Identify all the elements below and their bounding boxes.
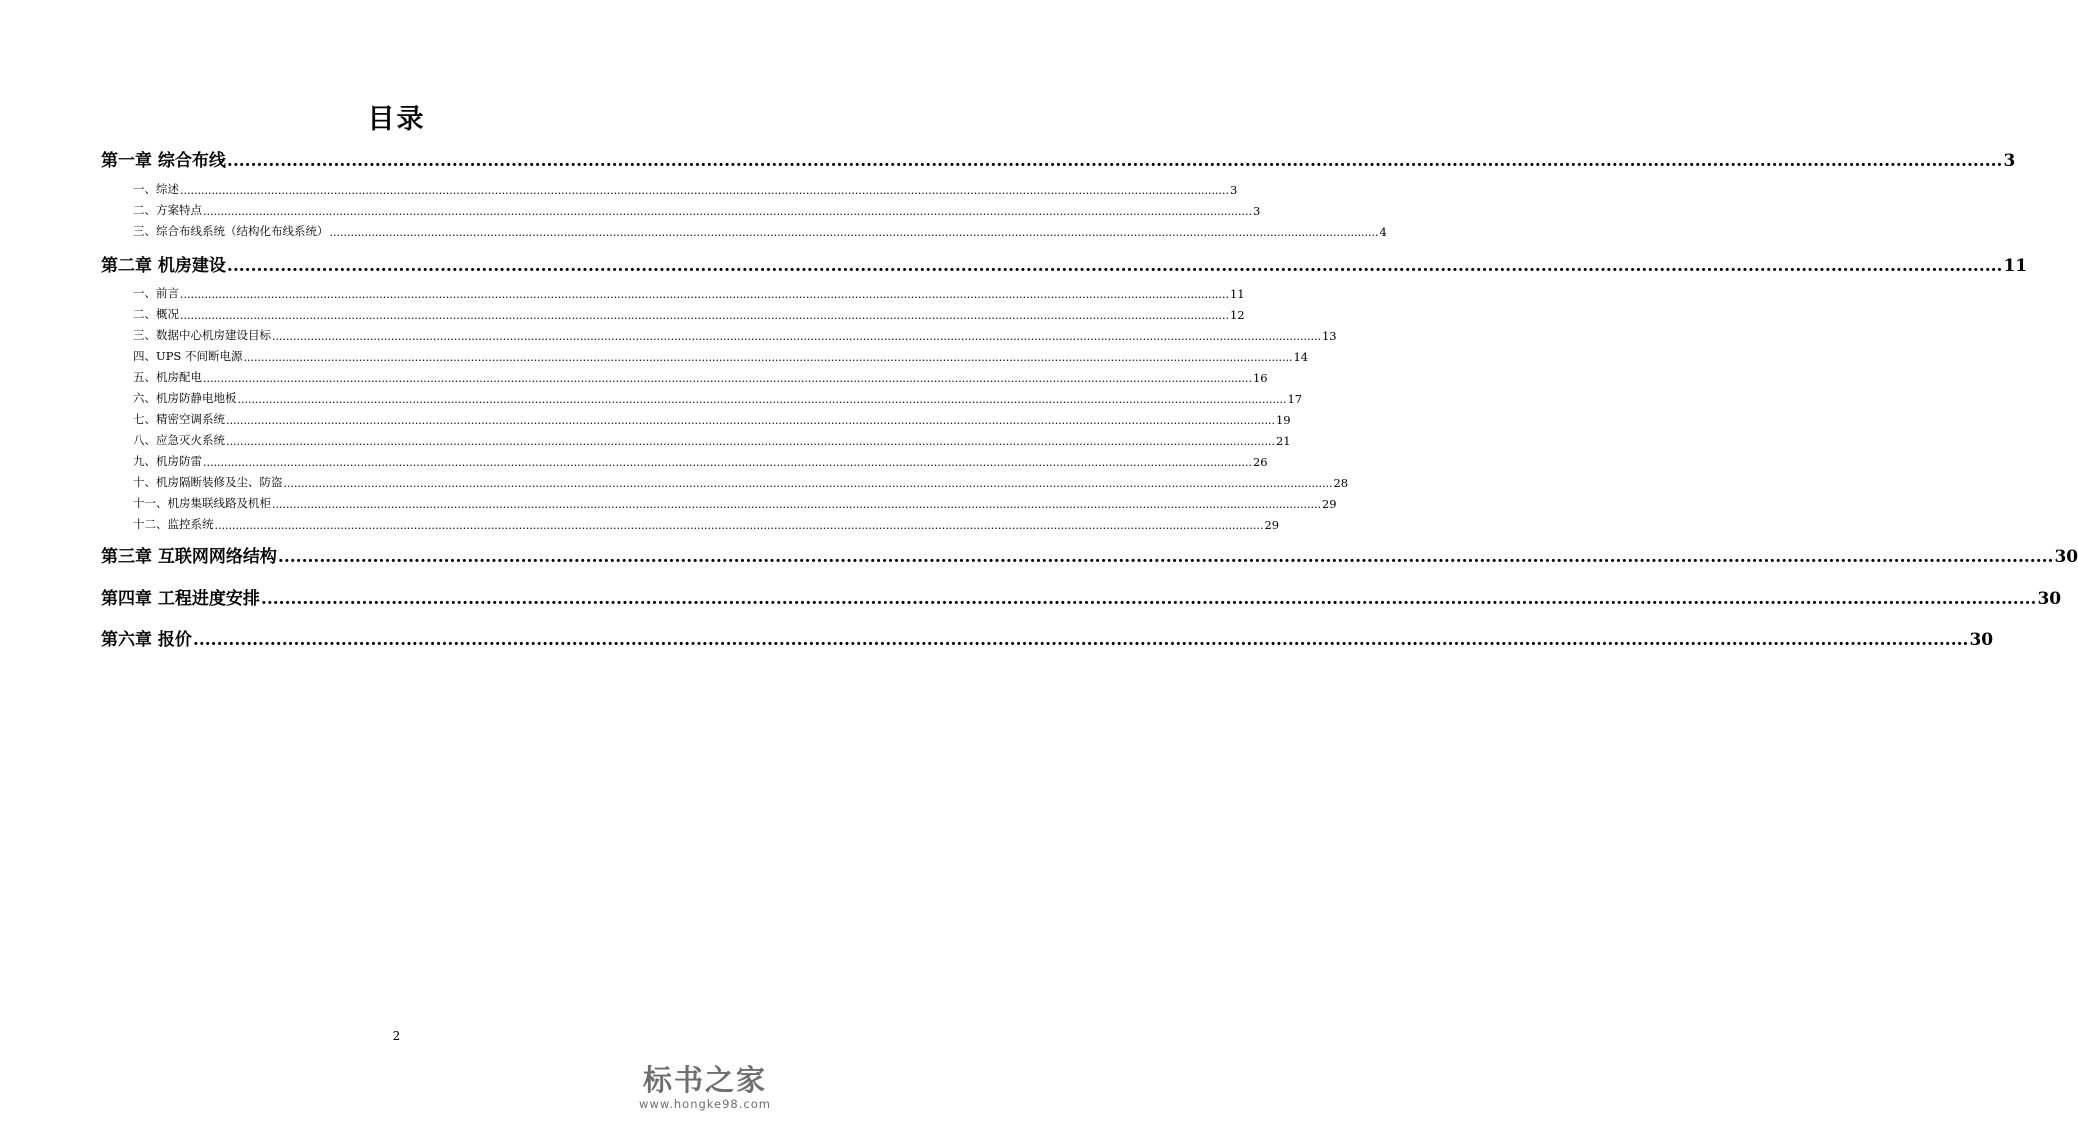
toc-entry-text: 六、机房防静电地板: [133, 391, 237, 405]
toc-entry-page: 30: [1969, 630, 1994, 650]
toc-entry-section[interactable]: [133, 453, 1268, 469]
toc-entry-chapter-6[interactable]: [101, 626, 1994, 650]
toc-entry-section[interactable]: [133, 348, 1309, 364]
toc-entry-section[interactable]: [133, 202, 1261, 218]
toc-entry-text: 三、综合布线系统（结构化布线系统）: [133, 224, 329, 238]
toc-entry-text: 第四章 工程进度安排: [101, 589, 260, 609]
toc-entry-section[interactable]: [133, 306, 1245, 322]
dot-leader: ............................................................................................................................................................................................................................................................................................................: [277, 547, 2054, 567]
dot-leader: ............................................................................................................................................................................................................................................................................................................: [260, 589, 2037, 609]
toc-entry-page: 26: [1252, 455, 1268, 469]
toc-entry-text: 十、机房隔断装修及尘、防盗: [133, 475, 283, 489]
toc-entry-text: 第二章 机房建设: [101, 256, 226, 276]
toc-entry-text: 二、方案特点: [133, 203, 202, 217]
toc-entry-text: 五、机房配电: [133, 370, 202, 384]
toc-entry-section[interactable]: [133, 327, 1337, 343]
dot-leader: ............................................................................................................................................................................................................................................................................................................: [203, 205, 1252, 218]
toc-entry-page: 3: [2003, 151, 2016, 171]
page-number: 2: [392, 1029, 401, 1043]
dot-leader: ............................................................................................................................................................................................................................................................................................................: [226, 151, 2003, 171]
toc-entry-page: 13: [1321, 329, 1337, 343]
toc-entry-section[interactable]: [133, 432, 1291, 448]
toc-entry-page: 11: [2003, 256, 2028, 276]
toc-entry-text: 一、综述: [133, 182, 179, 196]
toc-entry-text: 二、概况: [133, 307, 179, 321]
dot-leader: ............................................................................................................................................................................................................................................................................................................: [329, 226, 1379, 239]
toc-entry-page: 3: [1252, 204, 1261, 218]
toc-entry-chapter-1[interactable]: [101, 147, 2016, 171]
toc-entry-chapter-3[interactable]: [101, 543, 2078, 567]
dot-leader: ............................................................................................................................................................................................................................................................................................................: [283, 477, 1333, 490]
toc-entry-page: 30: [2054, 547, 2078, 567]
toc-entry-text: 十二、监控系统: [133, 517, 214, 531]
dot-leader: ............................................................................................................................................................................................................................................................................................................: [214, 519, 1264, 532]
toc-entry-page: 29: [1321, 497, 1337, 511]
toc-entry-page: 28: [1333, 476, 1349, 490]
dot-leader: ............................................................................................................................................................................................................................................................................................................: [203, 456, 1252, 469]
toc-entry-text: 四、UPS 不间断电源: [133, 349, 243, 363]
toc-entry-text: 九、机房防雷: [133, 454, 202, 468]
toc-entry-page: 29: [1264, 518, 1280, 532]
dot-leader: ............................................................................................................................................................................................................................................................................................................: [237, 393, 1287, 406]
toc-entry-page: 19: [1275, 413, 1291, 427]
dot-leader: ............................................................................................................................................................................................................................................................................................................: [226, 414, 1275, 427]
toc-entry-section[interactable]: [133, 516, 1280, 532]
toc-entry-section[interactable]: [133, 495, 1337, 511]
toc-entry-page: 21: [1275, 434, 1291, 448]
toc-entry-section[interactable]: [133, 369, 1268, 385]
toc-entry-page: 17: [1287, 392, 1303, 406]
dot-leader: ............................................................................................................................................................................................................................................................................................................: [272, 330, 1321, 343]
toc-entry-text: 七、精密空调系统: [133, 412, 225, 426]
toc-entry-section[interactable]: [133, 181, 1238, 197]
toc-entry-text: 八、应急灭火系统: [133, 433, 225, 447]
dot-leader: ............................................................................................................................................................................................................................................................................................................: [243, 351, 1293, 364]
dot-leader: ............................................................................................................................................................................................................................................................................................................: [272, 498, 1321, 511]
toc-entry-page: 16: [1252, 371, 1268, 385]
toc-entry-page: 11: [1229, 287, 1245, 301]
toc-entry-section[interactable]: [133, 474, 1349, 490]
toc-entry-text: 第三章 互联网网络结构: [101, 547, 277, 567]
toc-entry-section[interactable]: [133, 411, 1291, 427]
toc-entry-chapter-2[interactable]: [101, 252, 2028, 276]
dot-leader: ............................................................................................................................................................................................................................................................................................................: [226, 435, 1275, 448]
toc-entry-text: 第六章 报价: [101, 630, 192, 650]
toc-entry-section[interactable]: [133, 390, 1303, 406]
toc-entry-text: 十一、机房集联线路及机柜: [133, 496, 271, 510]
dot-leader: ............................................................................................................................................................................................................................................................................................................: [180, 184, 1229, 197]
toc-title: 目录: [367, 104, 426, 135]
dot-leader: ............................................................................................................................................................................................................................................................................................................: [180, 288, 1229, 301]
dot-leader: ............................................................................................................................................................................................................................................................................................................: [192, 630, 1969, 650]
toc-entry-page: 12: [1229, 308, 1245, 322]
toc-entry-page: 14: [1293, 350, 1309, 364]
toc-entry-text: 一、前言: [133, 286, 179, 300]
toc-entry-page: 30: [2037, 589, 2062, 609]
dot-leader: ............................................................................................................................................................................................................................................................................................................: [180, 309, 1229, 322]
watermark-logo: [625, 1063, 785, 1111]
toc-entry-section[interactable]: [133, 285, 1245, 301]
toc-entry-text: 三、数据中心机房建设目标: [133, 328, 271, 342]
toc-entry-chapter-4[interactable]: [101, 585, 2062, 609]
dot-leader: ............................................................................................................................................................................................................................................................................................................: [203, 372, 1252, 385]
toc-entry-section[interactable]: [133, 223, 1387, 239]
dot-leader: ............................................................................................................................................................................................................................................................................................................: [226, 256, 2003, 276]
toc-entry-page: 4: [1379, 225, 1387, 239]
toc-entry-page: 3: [1229, 183, 1238, 197]
toc-entry-text: 第一章 综合布线: [101, 151, 226, 171]
watermark-url: www.hongke98.com: [639, 1097, 771, 1111]
watermark-brand: 标书之家: [642, 1063, 767, 1097]
